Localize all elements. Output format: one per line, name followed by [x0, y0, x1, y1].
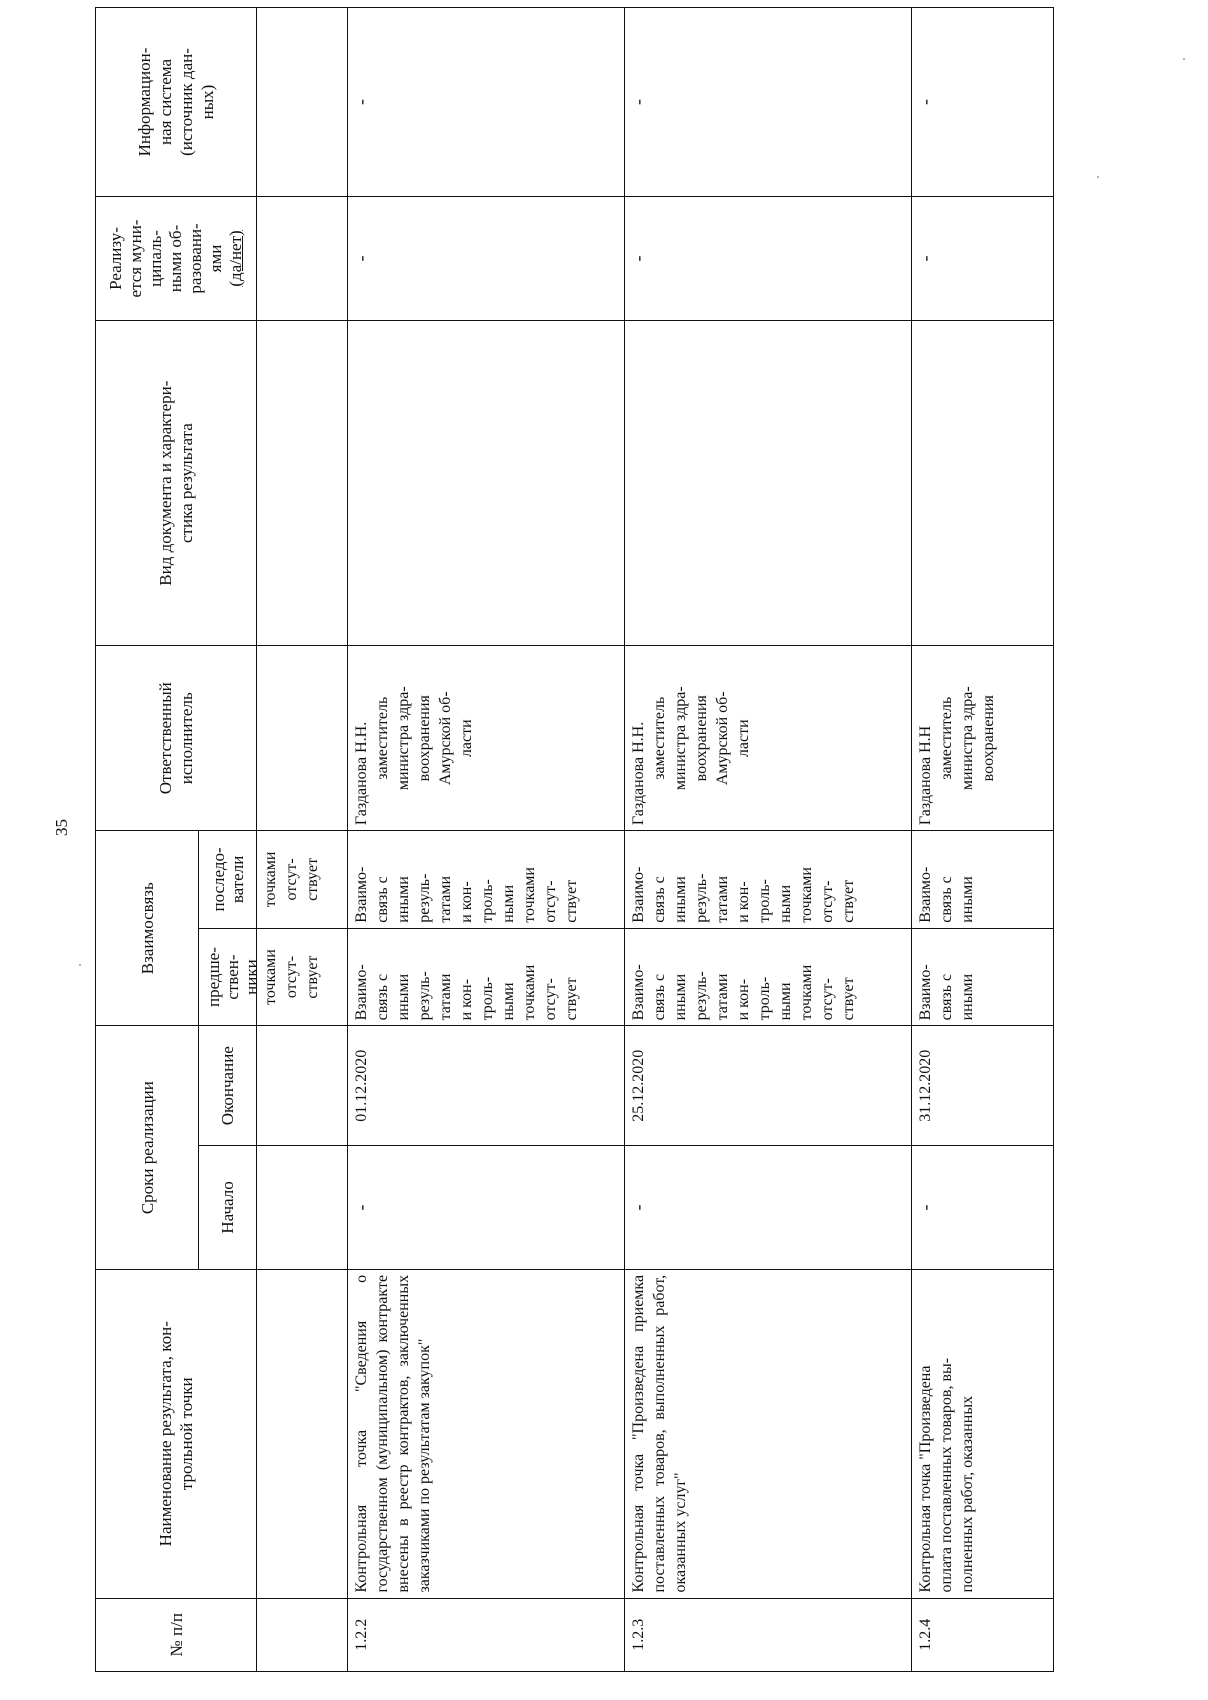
row-infosys: -: [625, 8, 912, 197]
row-start: -: [912, 1146, 1054, 1270]
row-responsible: Газданова Н.Н заместитель министра здра- воохранения: [912, 646, 1054, 831]
row-num: 1.2.2: [348, 1598, 625, 1671]
header-num: № п/п: [96, 1598, 257, 1671]
header-relation: Взаимосвязь: [96, 831, 199, 1026]
row-name: Контрольная точка "Сведения о государственном (муниципальном) контракте внесены в реестр контрактов, заключенных заказчиками по результатам закупок": [348, 1269, 625, 1598]
header-responsible: Ответственный исполнитель: [96, 646, 257, 831]
row-next: Взаимо- связь с иными резуль- татами и кон- троль- ными точками отсут- ствует: [625, 831, 912, 929]
table-row: [625, 8, 912, 1672]
row-infosys: -: [912, 8, 1054, 197]
row-municipal: -: [912, 197, 1054, 321]
schedule-table: [95, 7, 1054, 1672]
row-num: 1.2.4: [912, 1598, 1054, 1671]
row-responsible: Газданова Н.Н. заместитель министра здра- воохранения Амурской об- ласти: [348, 646, 625, 831]
header-infosys: Информацион- ная система (источник дан- ных): [96, 8, 257, 197]
row-infosys: -: [348, 8, 625, 197]
row-municipal: -: [625, 197, 912, 321]
row-num: 1.2.3: [625, 1598, 912, 1671]
header-start: Начало: [199, 1146, 257, 1270]
row-doc-type: [348, 320, 625, 645]
prev-cell: точками отсут- ствует: [257, 928, 348, 1026]
table-row: [348, 8, 625, 1672]
page-number: 35: [52, 819, 71, 836]
row-doc-type: [912, 320, 1054, 645]
header-prev: предше- ствен- ники: [199, 928, 257, 1026]
table-row-continuation: [257, 8, 348, 1672]
header-municipal: Реализу- ется муни- ципаль- ными об- разовани- ями (да/нет): [96, 197, 257, 321]
header-deadlines: Сроки реализации: [96, 1026, 199, 1270]
row-prev: Взаимо- связь с иными резуль- татами и кон- троль- ными точками отсут- ствует: [348, 928, 625, 1026]
row-responsible: Газданова Н.Н. заместитель министра здра- воохранения Амурской об- ласти: [625, 646, 912, 831]
rotated-table-sheet: [95, 0, 1208, 1700]
header-end: Окончание: [199, 1026, 257, 1146]
row-prev: Взаимо- связь с иными: [912, 928, 1054, 1026]
scan-speck: [79, 964, 81, 966]
header-name: Наименование результата, кон- трольной точки: [96, 1269, 257, 1598]
row-end: 31.12.2020: [912, 1026, 1054, 1146]
row-start: -: [625, 1146, 912, 1270]
row-prev: Взаимо- связь с иными резуль- татами и кон- троль- ными точками отсут- ствует: [625, 928, 912, 1026]
table-row: [912, 8, 1054, 1672]
row-end: 25.12.2020: [625, 1026, 912, 1146]
header-next: последо- ватели: [199, 831, 257, 929]
row-name: Контрольная точка "Произведена приемка поставленных товаров, выполненных работ, оказанных услуг": [625, 1269, 912, 1598]
row-next: Взаимо- связь с иными резуль- татами и кон- троль- ными точками отсут- ствует: [348, 831, 625, 929]
row-name: Контрольная точка "Произведена оплата поставленных товаров, вы- полненных работ, оказанных: [912, 1269, 1054, 1598]
next-cell: точками отсут- ствует: [257, 831, 348, 929]
row-next: Взаимо- связь с иными: [912, 831, 1054, 929]
row-municipal: -: [348, 197, 625, 321]
row-doc-type: [625, 320, 912, 645]
row-start: -: [348, 1146, 625, 1270]
header-doc-type: Вид документа и характери- стика результата: [96, 320, 257, 645]
row-end: 01.12.2020: [348, 1026, 625, 1146]
